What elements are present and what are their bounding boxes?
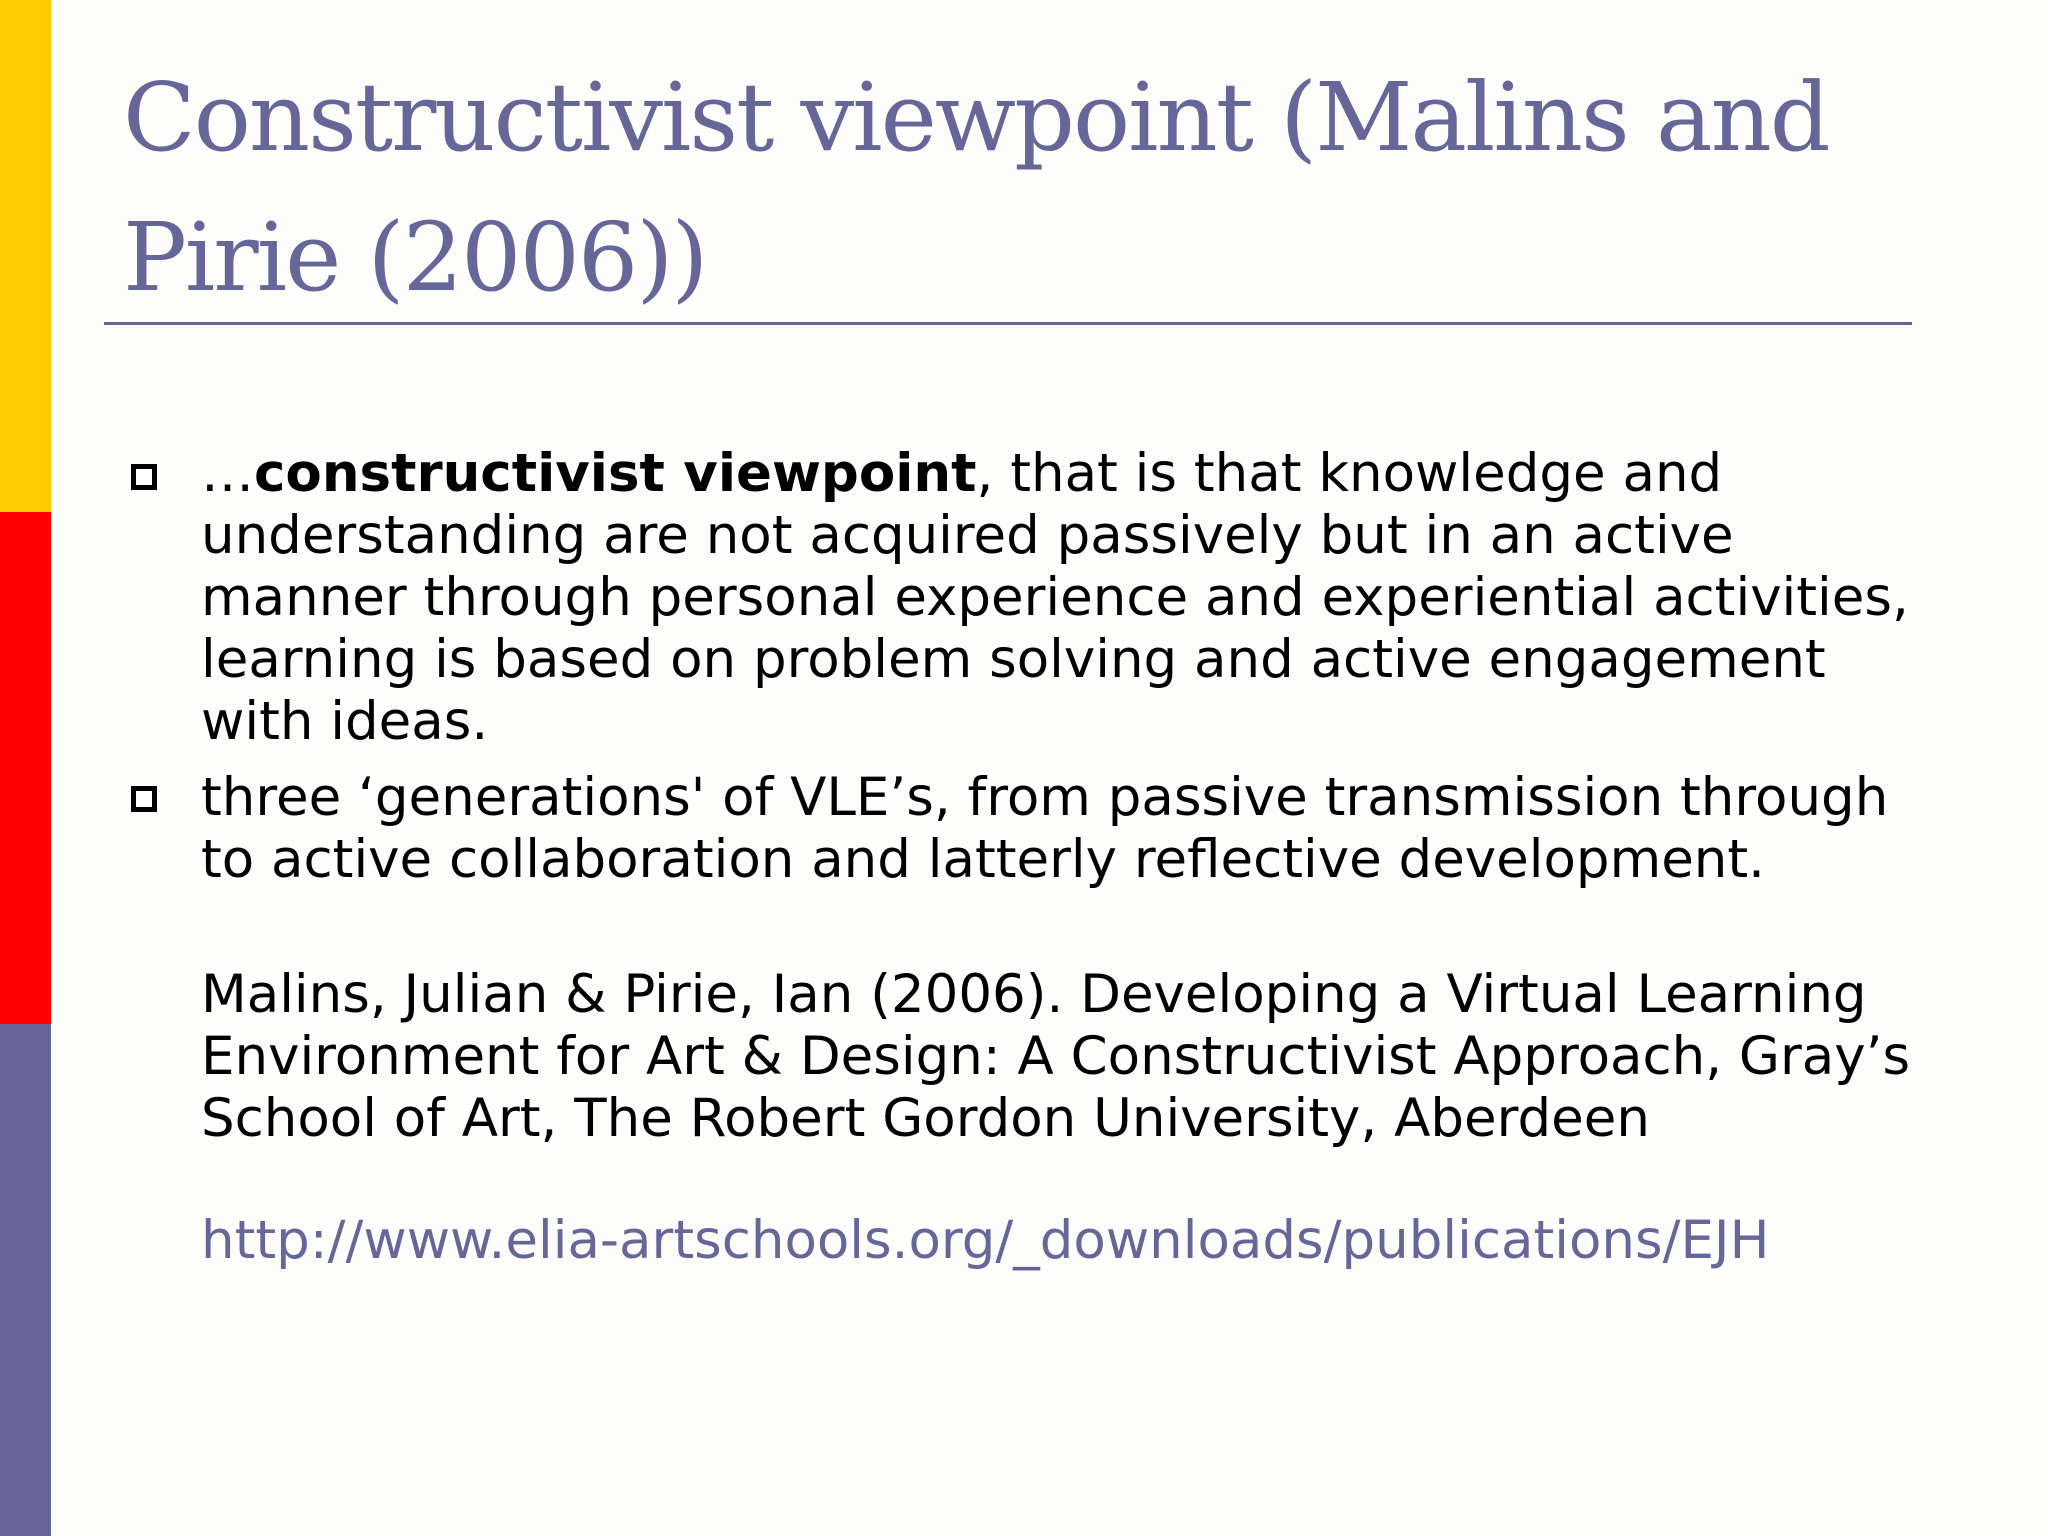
bullet-prefix: … [201,443,254,504]
reference-citation: Malins, Julian & Pirie, Ian (2006). Developing a Virtual Learning Environment for Art & Design: A Constructivist Approach, Gray’s School of Art, The Robert Gordon University, Aberdeen [201,964,1911,1149]
bullet-item [201,767,1931,891]
bullet-item [201,443,1931,753]
bullet-text: three ‘generations' of VLE’s, from passive transmission through to active collaboration and latterly reflective development. [201,767,1889,890]
bullet-text: , that is that knowledge and understanding are not acquired passively but in an active manner through personal experience and experiential activities, learning is based on problem solving and active engagement with ideas. [201,443,1909,752]
bullet-bold-term: constructivist viewpoint [254,443,977,504]
square-bullet-icon [131,786,157,812]
slide-title: Constructivist viewpoint (Malins and Pirie (2006)) [123,63,1829,313]
square-bullet-icon [131,464,157,490]
reference-link[interactable]: http://www.elia-artschools.org/_downloads/publications/EJH [201,1210,1770,1271]
